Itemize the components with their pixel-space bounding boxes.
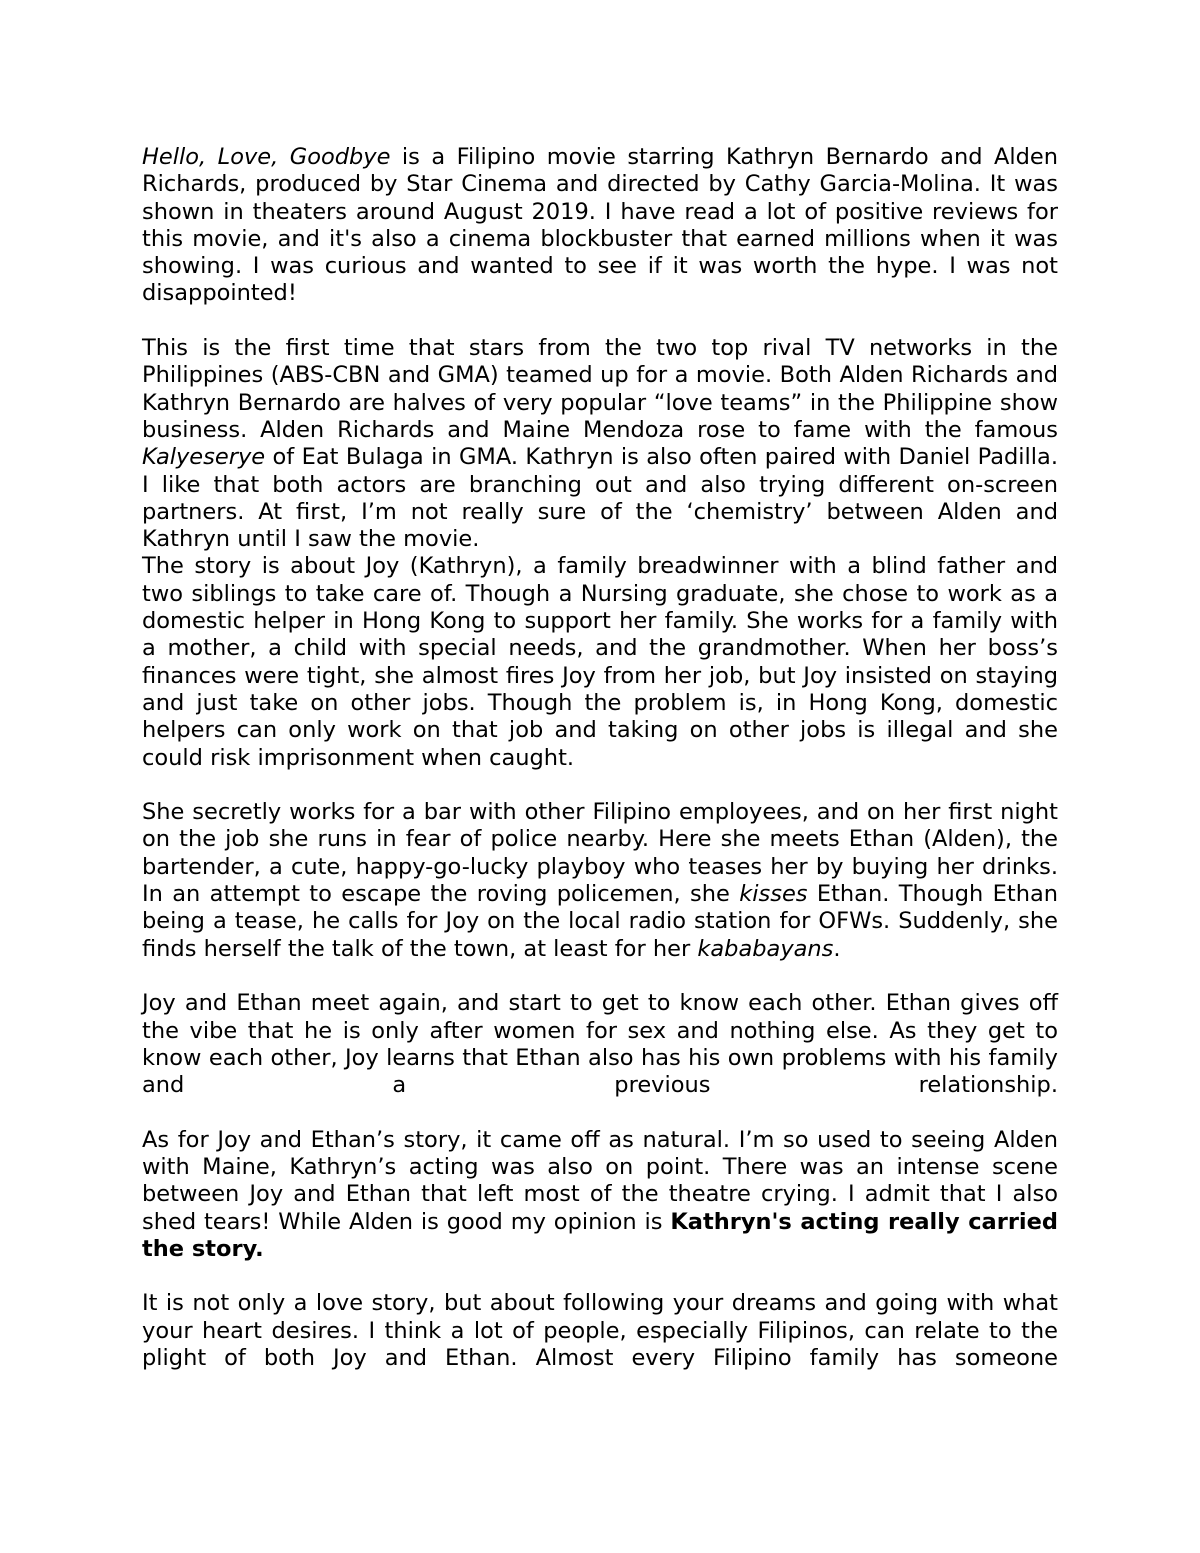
- paragraph-text: is a Filipino movie starring Kathryn Bernardo and Alden Richards, produced by Star Cinema and directed by Cathy Garcia-Molina. It was shown in theaters around August 2019. I have read a lot of positive reviews for this movie, and it's also a cinema blockbuster that earned millions when it was showing. I was curious and wanted to see if it was worth the hype. I was not disappointed!: [142, 144, 1058, 307]
- paragraph-intro: [142, 144, 1058, 308]
- paragraph-text: Ethan. Though Ethan being a tease, he calls for Joy on the local radio station for OFWs. Suddenly, she finds herself the talk of the town, at least for her: [142, 881, 1059, 962]
- bold-text: Kathryn's acting really carried the story.: [142, 1208, 1058, 1262]
- paragraph-text: .: [833, 935, 841, 962]
- italic-text: Kalyeserye: [142, 444, 266, 471]
- paragraph-bar: [142, 799, 1058, 963]
- paragraph-meet-again: [142, 990, 1058, 1099]
- paragraph-text: of Eat Bulaga in GMA. Kathryn is also often paired with Daniel Padilla. I like that both actors are branching out and also trying different on-screen partners. At first, I’m not really sure of the ‘chemistry’ between Alden and Kathryn until I saw the movie.: [142, 444, 1058, 553]
- italic-text: kisses: [739, 881, 808, 908]
- paragraph-acting: [142, 1127, 1058, 1263]
- paragraph-text: She secretly works for a bar with other Filipino employees, and on her first night on the job she runs in fear of police nearby. Here she meets Ethan (Alden), the bartender, a cute, happy-go-lucky playboy who teases her by buying her drinks. In an attempt to escape the roving policemen, she: [142, 799, 1058, 908]
- paragraph-conclusion: [142, 1290, 1058, 1372]
- paragraph-text: Joy and Ethan meet again, and start to get to know each other. Ethan gives off the vibe that he is only after women for sex and nothing else. As they get to know each other, Joy learns that Ethan also has his own problems with his family and a previous relationship.: [142, 990, 1058, 1099]
- paragraph-text: The story is about Joy (Kathryn), a family breadwinner with a blind father and two siblings to take care of. Though a Nursing graduate, she chose to work as a domestic helper in Hong Kong to support her family. She works for a family with a mother, a child with special needs, and the grandmother. When her boss’s finances were tight, she almost fires Joy from her job, but Joy insisted on staying and just take on other jobs. Though the problem is, in Hong Kong, domestic helpers can only work on that job and taking on other jobs is illegal and she could risk imprisonment when caught.: [142, 553, 1058, 771]
- paragraph-text: It is not only a love story, but about following your dreams and going with what your heart desires. I think a lot of people, especially Filipinos, can relate to the plight of both Joy and Ethan. Almost every Filipino family has someone: [142, 1290, 1058, 1372]
- document-body: [142, 144, 1058, 1372]
- italic-text: kababayans: [697, 935, 834, 962]
- paragraph-text: This is the first time that stars from the two top rival TV networks in the Philippines (ABS-CBN and GMA) teamed up for a movie. Both Alden Richards and Kathryn Bernardo are halves of very popular “love teams” in the Philippine show business. Alden Richards and Maine Mendoza rose to fame with the famous: [142, 335, 1058, 443]
- paragraph-text: As for Joy and Ethan’s story, it came off as natural. I’m so used to seeing Alden with Maine, Kathryn’s acting was also on point. There was an intense scene between Joy and Ethan that left most of the theatre crying. I admit that I also shed tears! While Alden is good my opinion is: [142, 1126, 1058, 1235]
- movie-title-text: Hello, Love, Goodbye: [142, 144, 391, 170]
- paragraph-love-teams: [142, 335, 1058, 553]
- paragraph-story: [142, 553, 1058, 771]
